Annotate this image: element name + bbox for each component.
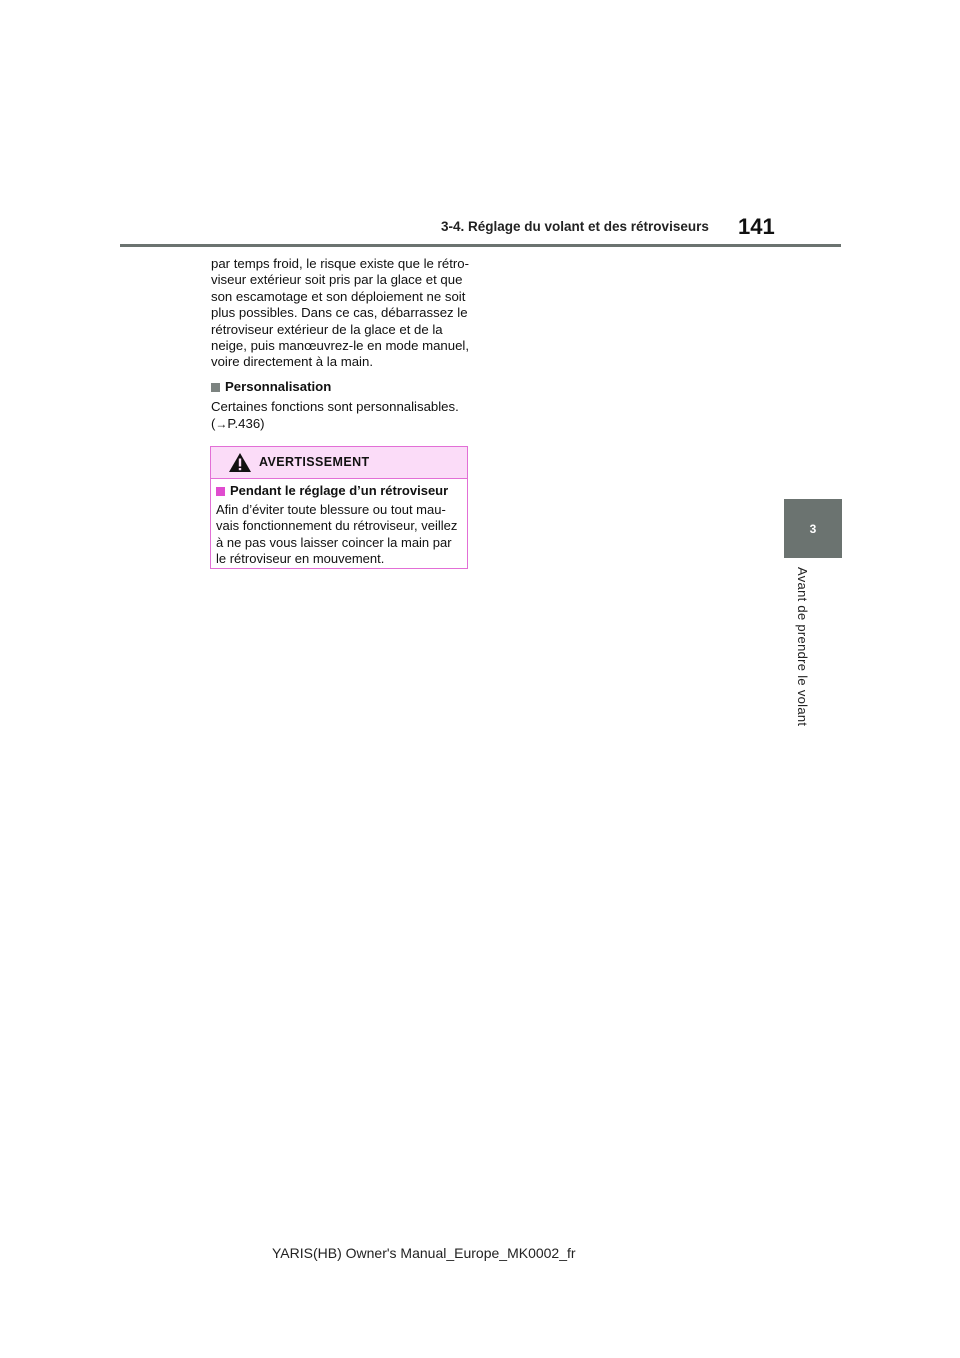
page-number: 141	[738, 214, 775, 239]
header-divider	[120, 244, 841, 247]
warning-triangle-icon	[228, 452, 252, 473]
customization-text: Certaines fonctions sont personnalisables.	[211, 399, 459, 415]
section-title: 3-4. Réglage du volant et des rétroviseurs	[441, 219, 709, 234]
warning-body	[211, 479, 467, 567]
warning-box	[210, 446, 468, 569]
warning-subheading-label: Pendant le réglage d’un rétroviseur	[230, 483, 449, 498]
bullet-square-icon	[216, 487, 225, 496]
footer-text: YARIS(HB) Owner's Manual_Europe_MK0002_fr	[272, 1245, 576, 1261]
arrow-icon: →	[215, 416, 228, 431]
warning-title: AVERTISSEMENT	[259, 455, 370, 469]
warning-text: Afin d’éviter toute blessure ou tout mau- vais fonctionnement du rétroviseur, veillez à ne pas vous laisser coincer la main par le rétroviseur en mouvement.	[216, 502, 458, 566]
main-column	[211, 256, 473, 432]
customization-paragraph: Certaines fonctions sont personnalisables. (→P.436)	[211, 399, 459, 431]
subheading-label: Personnalisation	[225, 378, 332, 394]
body-paragraph: par temps froid, le risque existe que le rétro- viseur extérieur soit pris par la glace et que son escamotage et son déploiement ne soit plus possibles. Dans ce cas, débarrassez le rétroviseur extérieur de la glace et de la neige, puis manœuvrez-le en mode manuel, voire directement à la main.	[211, 256, 470, 370]
page-reference-link[interactable]: P.436	[227, 415, 261, 431]
bullet-square-icon	[211, 383, 220, 392]
chapter-tab	[784, 499, 842, 558]
personnalisation-heading	[211, 379, 473, 395]
chapter-title: Avant de prendre le volant	[795, 567, 810, 727]
warning-subheading	[216, 483, 463, 499]
warning-header	[211, 447, 467, 479]
chapter-number: 3	[809, 521, 817, 536]
